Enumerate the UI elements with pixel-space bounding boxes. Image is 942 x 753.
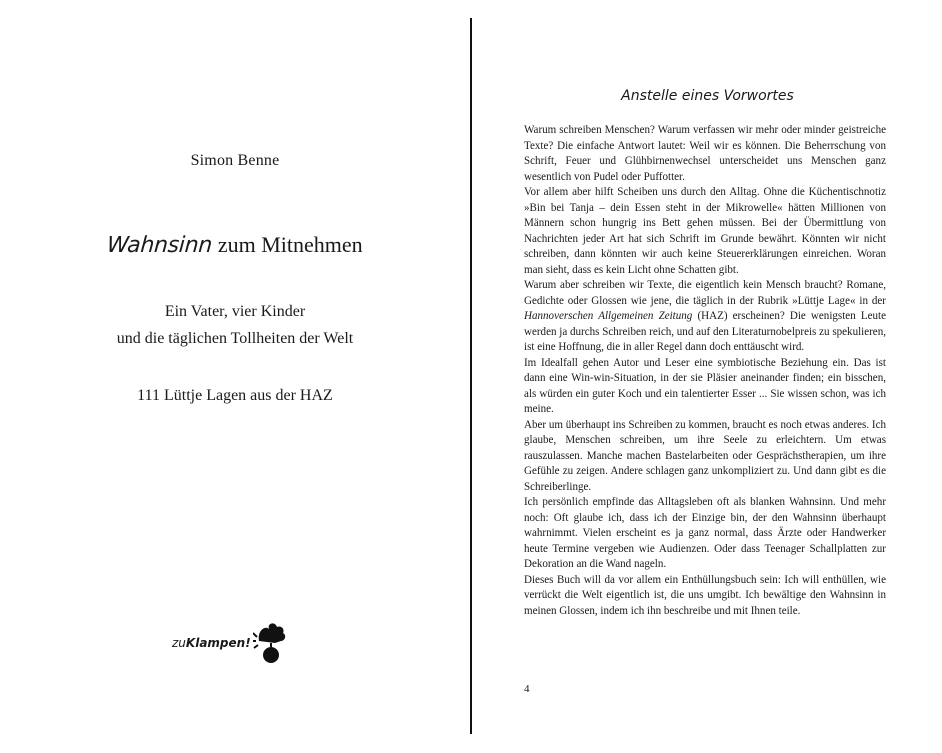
newspaper-name: Hannoverschen Allgemeinen Zeitung [524,310,693,322]
rooster-icon [253,619,289,667]
book-title-rest: zum Mitnehmen [217,232,363,257]
body-text [524,123,886,619]
series-line: 111 Lüttje Lagen aus der HAZ [137,387,333,404]
paragraph: Aber um überhaupt ins Schreiben zu kommen, braucht es noch etwas anderes. Ich glaube, Menschen schreiben, um ihre Seele zu erleichtern. Um etwas rauszulassen. Manche machen Bastelarbeiten oder Gesprächstherapien, um ihre Gefühle zu zeigen. Andere schlagen ganz unkompliziert zu. Und dann gibt es die Schreiberlinge. [524,418,886,493]
paragraph: Im Idealfall gehen Autor und Leser eine symbiotische Beziehung ein. Das ist dann eine Win-win-Situation, in der sie Pläsier aneinander finden; ein bisschen, als würden ein guter Koch und ein talentierter Esser ... Sie wissen schon, was ich meine. [524,356,886,415]
author-name: Simon Benne [190,152,280,169]
book-subtitle [0,298,470,352]
book-spine-divider [470,18,472,734]
paragraph [524,278,886,356]
paragraph-part: Warum aber schreiben wir Texte, die eigentlich kein Mensch braucht? Romane, Gedichte oder Glossen wie jene, die täglich in der Rubrik »Lüttje Lage« in der [524,279,886,307]
subtitle-line-2: und die täglichen Tollheiten der Welt [116,330,354,347]
subtitle-line-1: Ein Vater, vier Kinder [164,303,306,320]
publisher-wordmark [172,636,251,650]
book-title [0,232,470,258]
paragraph: Vor allem aber hilft Scheiben uns durch den Alltag. Ohne die Küchentischnotiz »Bin bei Tanja – dein Essen steht in der Mikrowelle« hätten Millionen von Männern schon hungrig ins Bett gehen müssen. Bei der Übermittlung von Nachrichten jeder Art hat sich Schrift im Grunde bewährt. Könnten wir nicht schreiben, dann könnten wir auch keine Steuererklärungen einreichen. Woran man sieht, dass es kein Licht ohne Schatten gibt. [524,186,886,276]
publisher-logo [172,618,312,668]
right-page [473,0,942,753]
left-page [0,0,470,753]
publisher-name: Klampen! [185,636,251,650]
paragraph: Ich persönlich empfinde das Alltagsleben oft als blanken Wahnsinn. Und mehr noch: Oft glaube ich, dass ich der Einzige bin, der den Wahnsinn überhaupt wahrnimmt. Vielen erscheint es ja ganz normal, dass Ärzte oder Handwerker heute Termine vergeben wie Audienzen. Oder dass Teenager Schallplatten zur Dekoration an die Wand nageln. [524,496,886,570]
paragraph-part: (HAZ) erscheinen? Die wenigsten Leute werden ja durchs Schreiben reich, und auf den Literaturnobelpreis zu spekulieren, ist eine Hoffnung, die in aller Regel dann doch enttäuscht wird. [524,310,886,353]
page-number: 4 [524,683,530,695]
publisher-prefix: zu [172,636,186,650]
paragraph: Warum schreiben Menschen? Warum verfassen wir mehr oder minder geistreiche Texte? Die einfache Antwort lautet: Weil wir es können. Die Beherrschung von Schrift, Feuer und Glühbirnenwechsel unterscheidet uns Menschen ganz wesentlich von Pudel oder Puffotter. [524,124,886,183]
book-title-script: Wahnsinn [106,233,214,258]
chapter-heading: Anstelle eines Vorwortes [621,88,794,104]
paragraph: Dieses Buch will da vor allem ein Enthüllungsbuch sein: Ich will enthüllen, wie verrückt die Welt eigentlich ist, die uns umgibt. Ich bewältige den Wahnsinn in meinen Glossen, indem ich ihn beschreibe und mit Ihnen teile. [524,573,886,617]
